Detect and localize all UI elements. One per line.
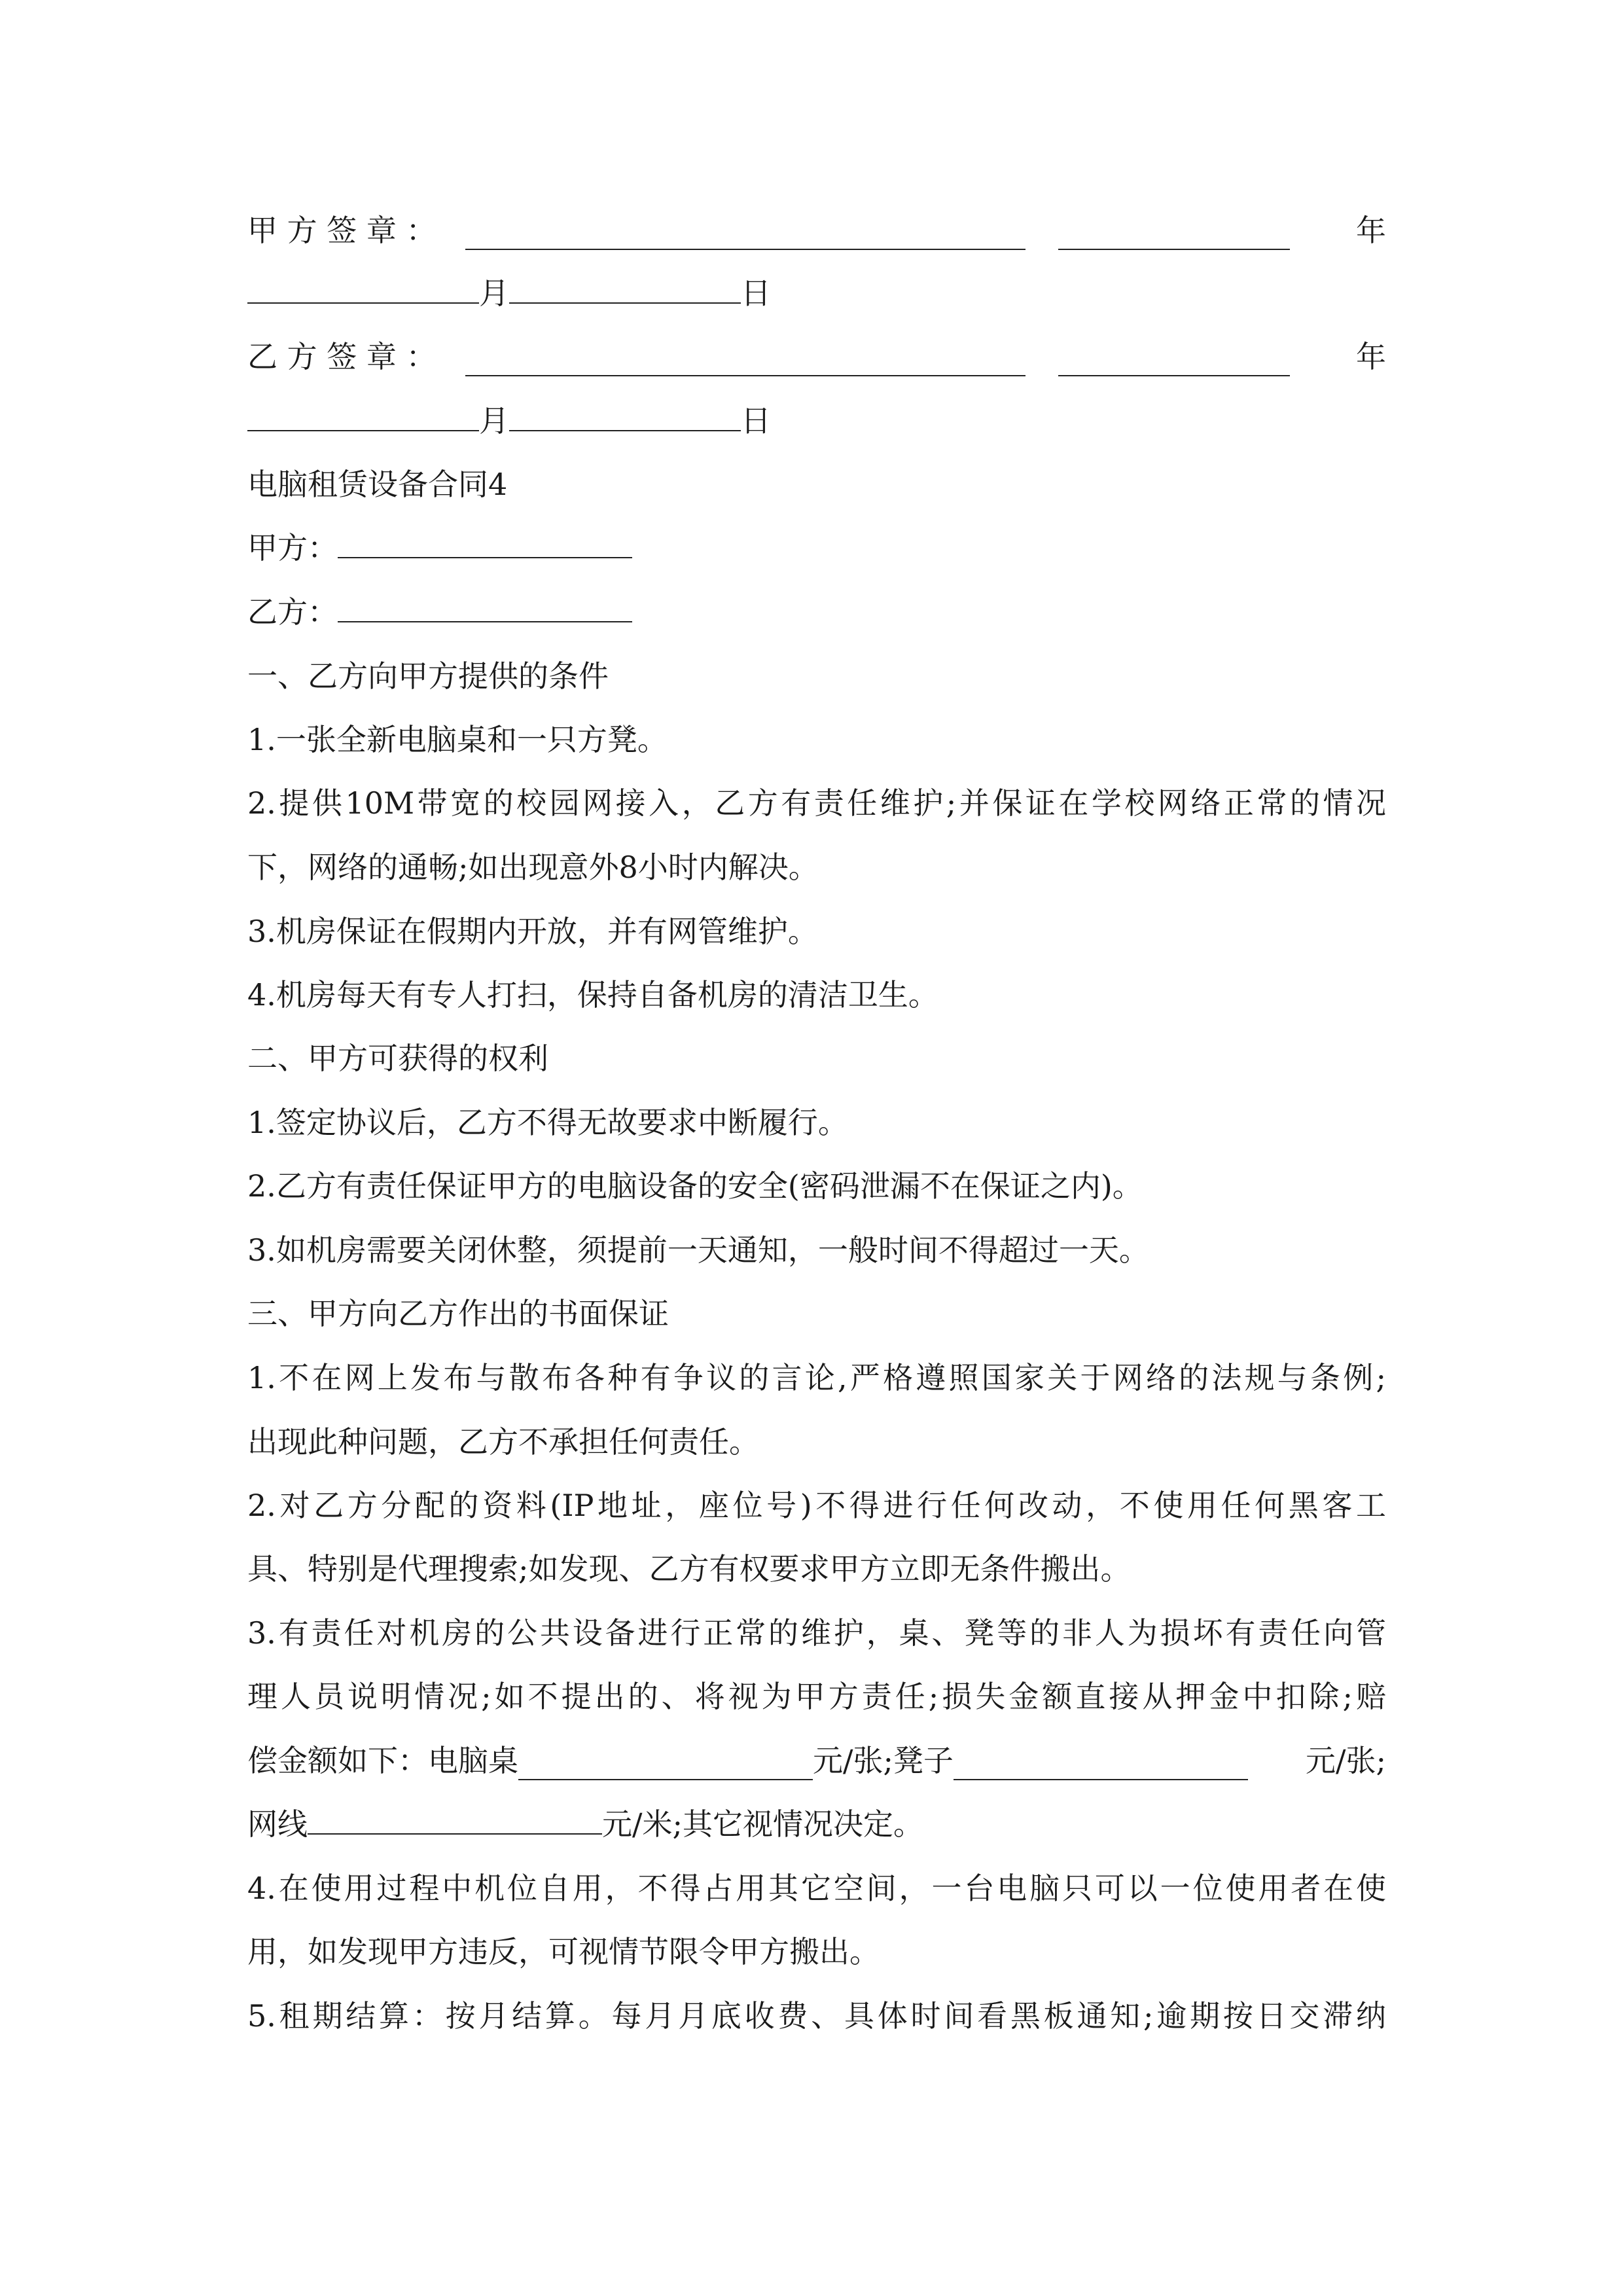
section-1-item-4: 4.机房每天有专人打扫，保持自备机房的清洁卫生。 xyxy=(247,977,938,1013)
section-1-item-2-line-1: 2.提供10M带宽的校园网接入，乙方有责任维护;并保证在学校网络正常的情况 xyxy=(247,785,1386,821)
stool-amount-blank xyxy=(954,1750,1248,1780)
party-b-date-row xyxy=(247,401,1386,440)
section-2-heading: 二、甲方可获得的权利 xyxy=(247,1041,548,1076)
desk-amount-blank xyxy=(518,1750,813,1780)
cable-amount-blank xyxy=(308,1804,602,1835)
party-b-month-label: 月 xyxy=(479,403,509,439)
party-a-day-label: 日 xyxy=(741,276,771,311)
section-3-item-4-line-1: 4.在使用过程中机位自用，不得占用其它空间，一台电脑只可以一位使用者在使 xyxy=(247,1871,1386,1906)
section-3-item-3-line-3 xyxy=(247,1741,1386,1780)
party-b-year-blank xyxy=(1058,346,1290,376)
party-b-day-label: 日 xyxy=(741,403,771,439)
party-a-signature-label: 甲 方 签 章 ： xyxy=(247,213,437,248)
party-a-signature-row xyxy=(247,211,1386,250)
party-b-signature-blank xyxy=(465,346,1026,376)
party-a-day-blank xyxy=(509,274,741,304)
party-b-year-label: 年 xyxy=(1356,339,1386,374)
section-2-item-1: 1.签定协议后，乙方不得无故要求中断履行。 xyxy=(247,1105,848,1140)
section-2-item-2: 2.乙方有责任保证甲方的电脑设备的安全(密码泄漏不在保证之内)。 xyxy=(247,1168,1143,1204)
party-b-label: 乙方： xyxy=(247,594,338,630)
section-3-item-2-line-1: 2.对乙方分配的资料(IP地址，座位号)不得进行任何改动，不使用任何黑客工 xyxy=(247,1488,1386,1523)
cable-unit-label: 元/米;其它视情况决定。 xyxy=(602,1806,923,1842)
party-a-month-label: 月 xyxy=(479,276,509,311)
section-1-item-3: 3.机房保证在假期内开放，并有网管维护。 xyxy=(247,914,818,949)
party-b-name-blank xyxy=(338,592,632,622)
compensation-desk-label: 偿金额如下：电脑桌 xyxy=(247,1743,518,1778)
section-3-item-3-line-2: 理人员说明情况;如不提出的、将视为甲方责任;损失金额直接从押金中扣除;赔 xyxy=(247,1679,1386,1714)
party-a-row xyxy=(247,528,1386,567)
party-a-year-label: 年 xyxy=(1356,213,1386,248)
section-1-item-2-line-2: 下，网络的通畅;如出现意外8小时内解决。 xyxy=(247,850,819,885)
section-3-item-2-line-2: 具、特别是代理搜索;如发现、乙方有权要求甲方立即无条件搬出。 xyxy=(247,1551,1131,1587)
party-b-day-blank xyxy=(509,401,741,431)
contract-title: 电脑租赁设备合同4 xyxy=(247,467,508,502)
party-a-label: 甲方： xyxy=(247,530,338,565)
party-b-month-blank xyxy=(247,401,479,431)
section-3-item-1-line-2: 出现此种问题，乙方不承担任何责任。 xyxy=(247,1424,759,1460)
party-b-signature-row xyxy=(247,337,1386,376)
party-a-name-blank xyxy=(338,528,632,558)
section-3-item-3-line-4 xyxy=(247,1804,1386,1844)
section-3-item-4-line-2: 用，如发现甲方违反，可视情节限令甲方搬出。 xyxy=(247,1934,880,1969)
section-3-item-1-line-1: 1.不在网上发布与散布各种有争议的言论,严格遵照国家关于网络的法规与条例; xyxy=(247,1360,1386,1395)
party-b-row xyxy=(247,592,1386,632)
party-a-month-blank xyxy=(247,274,479,304)
section-3-item-3-line-1: 3.有责任对机房的公共设备进行正常的维护，桌、凳等的非人为损坏有责任向管 xyxy=(247,1615,1386,1651)
compensation-stool-label: 元/张;凳子 xyxy=(813,1743,954,1778)
party-b-signature-label: 乙 方 签 章 ： xyxy=(247,339,437,374)
party-a-signature-blank xyxy=(465,220,1026,250)
section-1-heading: 一、乙方向甲方提供的条件 xyxy=(247,658,609,694)
section-1-item-1: 1.一张全新电脑桌和一只方凳。 xyxy=(247,722,668,757)
section-3-heading: 三、甲方向乙方作出的书面保证 xyxy=(247,1296,669,1331)
stool-unit-label: 元/张; xyxy=(1306,1743,1386,1778)
party-a-date-row xyxy=(247,274,1386,313)
section-2-item-3: 3.如机房需要关闭休整，须提前一天通知，一般时间不得超过一天。 xyxy=(247,1232,1149,1268)
section-3-item-5-line-1: 5.租期结算：按月结算。每月月底收费、具体时间看黑板通知;逾期按日交滞纳 xyxy=(247,1998,1386,2034)
compensation-cable-label: 网线 xyxy=(247,1806,308,1842)
party-a-year-blank xyxy=(1058,220,1290,250)
